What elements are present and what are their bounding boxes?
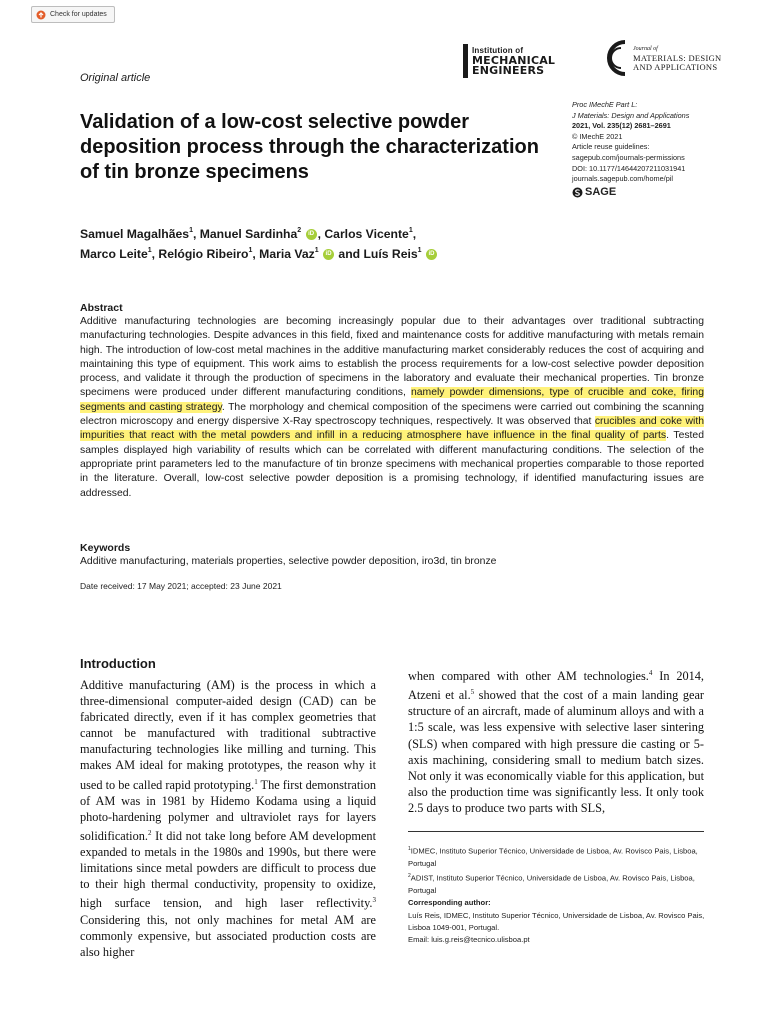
intro-text-1: Additive manufacturing (AM) is the process in which a three-dimensional computer-aided design (CAD) can be fabricated directly, even if it has complex geometries that cannot be manufactured with traditional subtractive manufacturing technologies like milling and turning. This makes AM ideal for making prototypes, the reason why it used to be called rapid prototyping.	[80, 678, 376, 792]
intro-paragraph	[80, 677, 376, 960]
abstract-part-3: . Tested samples displayed high variability of results which can be correlated with different manufacturing conditions. The selection of the appropriate print parameters led to the manufacture of tin bronze specimens with mechanical properties comparable to those reported in the literature. Overall, low-cost selective powder deposition is a promising technology, if identified manufacturing issues are addressed.	[80, 430, 704, 499]
sage-label: SAGE	[585, 185, 617, 198]
intro-text-4: Considering this, not only machines for metal AM are commonly expensive, but associated production costs are also higher	[80, 912, 376, 959]
meta-homepage-link[interactable]: journals.sagepub.com/home/pil	[572, 174, 673, 184]
keywords-section	[80, 542, 704, 569]
meta-journal-line-1: Proc IMechE Part L:	[572, 100, 638, 109]
meta-journal-line-2: J Materials: Design and Applications	[572, 110, 690, 120]
sage-icon	[572, 187, 583, 198]
meta-reuse-1: Article reuse guidelines:	[572, 142, 650, 152]
orcid-icon[interactable]: iD	[306, 229, 317, 240]
affiliation-1-sup: 1	[408, 846, 411, 852]
intro-right-text-3: showed that the cost of a main landing gear structure of an aircraft, made of aluminum alloys and with a 1:5 scale, was less expensive with selective laser sintering (SLS) when compared with high pressure die casting or 5-axis machining, considering small to medium batch sizes. Not only it was economically viable for this application, but also the production time was significantly less. It only took 2.5 days to produce two parts with SLS,	[408, 688, 705, 815]
imeche-logo	[463, 44, 593, 78]
keywords-heading: Keywords	[80, 542, 131, 554]
author-name[interactable]: Luís Reis	[363, 247, 418, 262]
author-name[interactable]: Carlos Vicente	[324, 227, 409, 242]
citation-ref[interactable]: 4	[648, 669, 653, 677]
citation-ref[interactable]: 2	[147, 828, 152, 837]
abstract-text	[80, 315, 704, 501]
meta-citation: 2021, Vol. 235(12) 2681–2691	[572, 121, 671, 131]
journal-mark-icon	[603, 38, 629, 78]
affiliation-sup: 1	[189, 227, 193, 234]
intro-left-column	[80, 656, 376, 960]
author-name[interactable]: Maria Vaz	[259, 247, 315, 262]
abstract-section	[80, 302, 704, 501]
affiliation-sup: 2	[297, 227, 302, 234]
affiliation-sup: 1	[314, 247, 319, 255]
affiliation-sup: 1	[147, 247, 152, 255]
affiliation-sup: 1	[417, 247, 422, 255]
abstract-part-2: . The morphology and chemical composition of the specimens were carried out combining the scanning electron microscopy and energy dispersive X-Ray spectroscopy techniques, respectively. It was observed that	[80, 401, 705, 428]
journal-logo-line-2: AND APPLICATIONS	[633, 61, 718, 72]
citation-ref[interactable]: 1	[254, 777, 258, 786]
corresponding-author-address: Luís Reis, IDMEC, Instituto Superior Técnico, Universidade de Lisboa, Av. Rovisco Pais, Lisboa 1049-001, Portugal.	[408, 910, 705, 932]
check-for-updates-button[interactable]	[31, 6, 115, 23]
affiliation-2	[408, 870, 708, 897]
logo-bar	[463, 44, 468, 78]
affiliation-1	[408, 843, 708, 870]
affiliation-sup: 1	[408, 227, 413, 234]
logo-line-1: Institution of	[472, 46, 524, 55]
corresponding-author-heading: Corresponding author:	[408, 898, 491, 908]
journal-logo-line-1: MATERIALS: DESIGN	[633, 52, 722, 63]
affiliation-2-text: ADIST, Instituto Superior Técnico, Universidade de Lisboa, Av. Rovisco Pais, Lisboa, Portugal	[408, 873, 695, 895]
abstract-heading: Abstract	[80, 302, 123, 314]
abstract-part-1: Additive manufacturing technologies are becoming increasingly popular due to their advantages over traditional subtracting manufacturing technologies. Despite advances in this field, fixed and maintenance costs for additive manufacturing with metals remain high. The introduction of low-cost metal machines in the additive manufacturing market considerably reduces the cost of acquiring and maintaining this type of equipment. This work aims to establish the process requirements for a low-cost selective powder deposition process, and validate it through the production of specimens in the laboratory and evaluate their mechanical properties. Tin bronze specimens were produced under different manufacturing conditions,	[80, 316, 704, 399]
author-conjunction: and	[338, 247, 361, 262]
footnotes	[408, 843, 708, 946]
footnote-divider	[408, 831, 704, 832]
citation-ref[interactable]: 5	[470, 688, 475, 697]
date-received: Date received: 17 May 2021; accepted: 23 June 2021	[80, 581, 282, 591]
affiliation-2-sup: 2	[408, 873, 411, 880]
affiliation-1-text: IDMEC, Instituto Superior Técnico, Universidade de Lisboa, Av. Rovisco Pais, Lisboa, Portugal	[408, 846, 698, 868]
intro-continued-paragraph	[408, 665, 704, 816]
article-title: Validation of a low-cost selective powder deposition process through the characterization of tin bronze specimens	[80, 111, 539, 183]
meta-reuse-link[interactable]: sagepub.com/journals-permissions	[572, 152, 685, 162]
orcid-icon[interactable]: iD	[426, 249, 437, 260]
author-name[interactable]: Samuel Magalhães	[80, 227, 190, 242]
check-updates-icon	[36, 10, 46, 20]
author-name[interactable]: Manuel Sardinha	[199, 227, 298, 242]
meta-copyright: © IMechE 2021	[572, 131, 623, 141]
affiliation-sup: 1	[248, 247, 253, 255]
intro-right-column	[408, 665, 704, 816]
keywords-text: Additive manufacturing, materials properties, selective powder deposition, iro3d, tin bronze	[80, 556, 497, 567]
intro-text-2: The first demonstration of AM was in 1981 by Hidemo Kodama using a liquid photo-hardening polymer and ultraviolet rays for layers solidification.	[80, 777, 377, 844]
sage-logo	[572, 187, 742, 198]
check-updates-label: Check for updates	[50, 11, 107, 18]
article-type: Original article	[80, 72, 151, 84]
intro-right-text-2: In 2014, Atzeni et al.	[408, 669, 704, 703]
intro-text-3: It did not take long before AM development expanded to metals in the 1980s and 1990s, but there were limitations since metal powders are difficult to process due to their high thermal conductivity, propensity to oxidize, high surface tension, and high laser reflectivity.	[80, 829, 376, 911]
logo-line-3: ENGINEERS	[472, 64, 545, 77]
logo-line-2: MECHANICAL	[472, 54, 556, 67]
citation-ref[interactable]: 3	[372, 896, 376, 905]
abstract-highlight-2: crucibles and coke with impurities that react with the metal powders and infill in a reducing atmosphere have influence in the final quality of parts	[80, 416, 704, 442]
author-name[interactable]: Relógio Ribeiro	[158, 247, 249, 262]
journal-metadata	[572, 100, 742, 198]
journal-logo-small: Journal of	[633, 45, 658, 52]
intro-heading: Introduction	[80, 656, 156, 671]
orcid-icon[interactable]: iD	[323, 249, 334, 260]
author-name[interactable]: Marco Leite	[80, 247, 148, 262]
corresponding-author-email[interactable]: Email: luis.g.reis@tecnico.ulisboa.pt	[408, 935, 530, 945]
meta-doi[interactable]: DOI: 10.1177/14644207211031941	[572, 163, 686, 173]
journal-logo	[603, 36, 743, 80]
author-list: Samuel Magalhães$^1$, Manuel Sardinha$^2$ iD , Carlos Vicente$^1$, Marco Leite$^1$, Relógio Ribeiro$^1$, Maria Vaz$^1$ iD and Luís Reis$^1$ iD	[80, 223, 560, 263]
abstract-highlight-1: namely powder dimensions, type of crucible and coke, firing segments and casting strategy	[80, 387, 704, 413]
intro-right-text-1: when compared with other AM technologies.	[408, 669, 649, 684]
